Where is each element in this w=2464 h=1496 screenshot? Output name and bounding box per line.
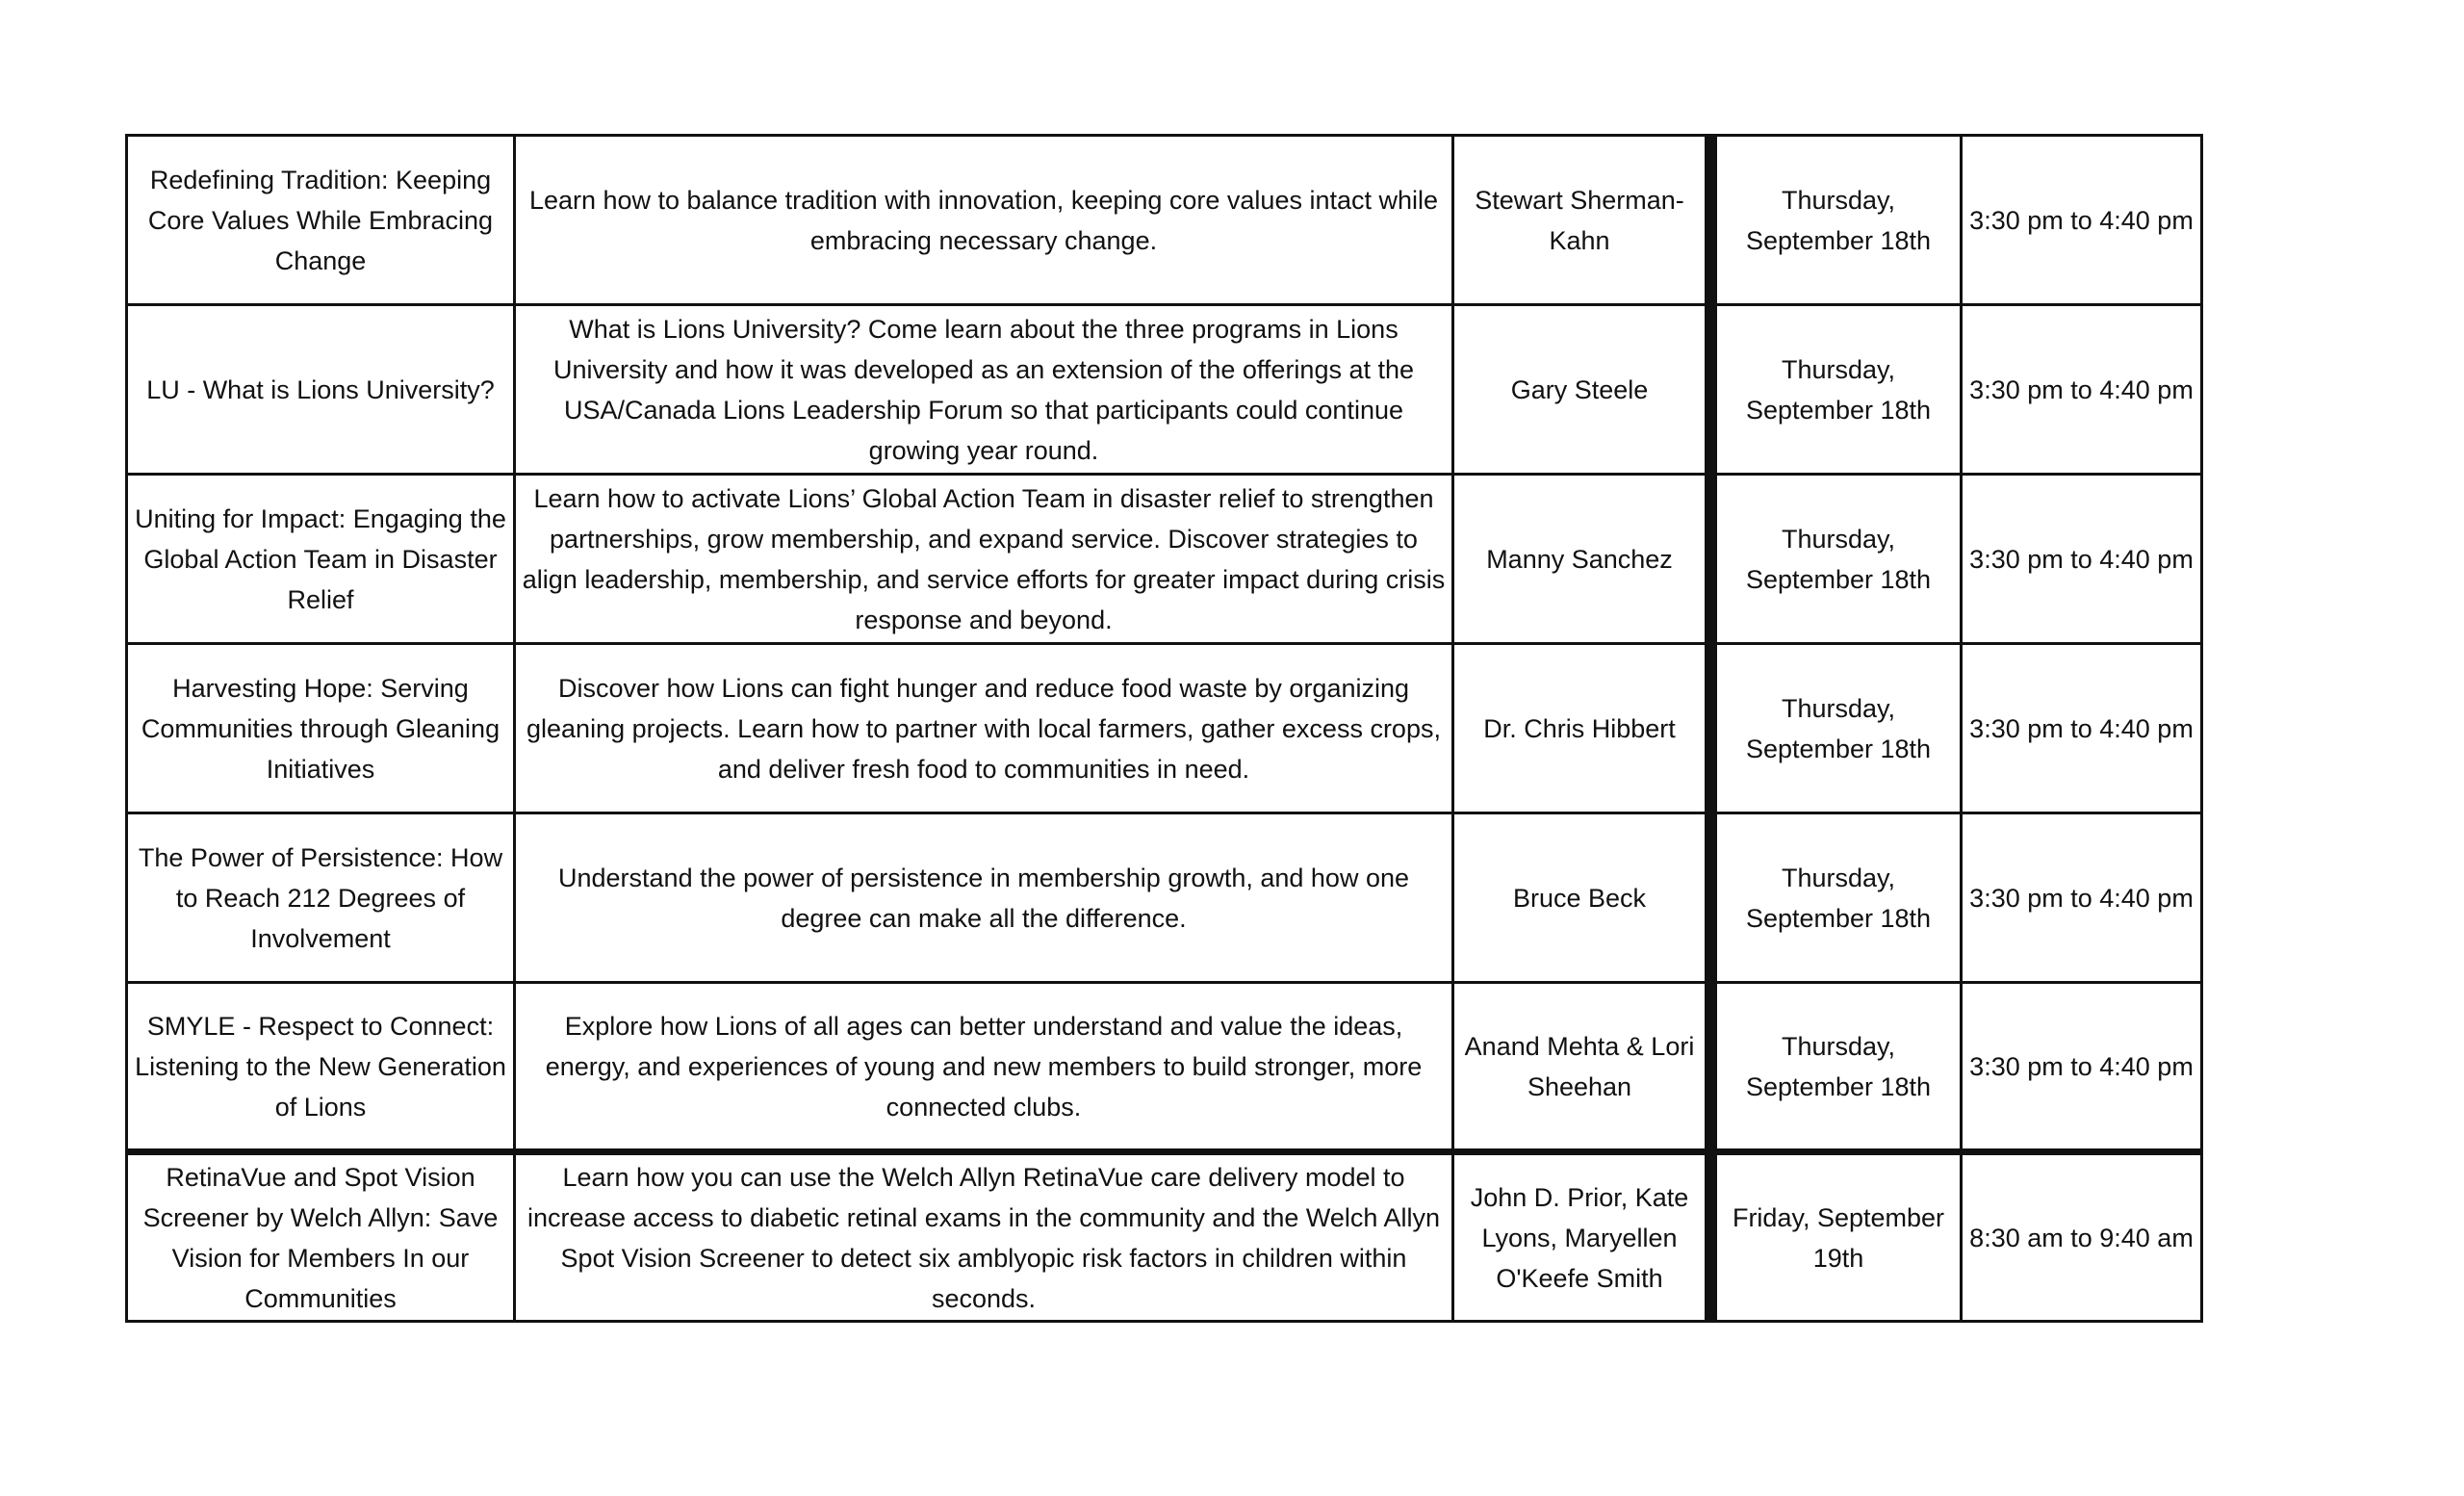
- session-day: Thursday, September 18th: [1711, 644, 1962, 813]
- session-time: 3:30 pm to 4:40 pm: [1962, 136, 2202, 305]
- session-presenter: Bruce Beck: [1453, 813, 1711, 983]
- session-time: 3:30 pm to 4:40 pm: [1962, 813, 2202, 983]
- session-title: Redefining Tradition: Keeping Core Values While Embracing Change: [127, 136, 515, 305]
- session-day: Thursday, September 18th: [1711, 813, 1962, 983]
- session-schedule-table: [125, 134, 2203, 1323]
- session-presenter: John D. Prior, Kate Lyons, Maryellen O'Keefe Smith: [1453, 1152, 1711, 1322]
- table-row: [127, 644, 2202, 813]
- session-time: 3:30 pm to 4:40 pm: [1962, 983, 2202, 1152]
- table-row: [127, 475, 2202, 644]
- session-day: Thursday, September 18th: [1711, 983, 1962, 1152]
- session-description: Learn how to balance tradition with innovation, keeping core values intact while embracing necessary change.: [515, 136, 1453, 305]
- session-presenter: Gary Steele: [1453, 305, 1711, 475]
- session-time: 3:30 pm to 4:40 pm: [1962, 305, 2202, 475]
- table-row: [127, 813, 2202, 983]
- session-title: RetinaVue and Spot Vision Screener by Welch Allyn: Save Vision for Members In our Communities: [127, 1152, 515, 1322]
- session-day: Friday, September 19th: [1711, 1152, 1962, 1322]
- session-description: Learn how to activate Lions’ Global Action Team in disaster relief to strengthen partnerships, grow membership, and expand service. Discover strategies to align leadership, membership, and service efforts for greater impact during crisis response and beyond.: [515, 475, 1453, 644]
- session-title: Uniting for Impact: Engaging the Global Action Team in Disaster Relief: [127, 475, 515, 644]
- session-description: Understand the power of persistence in membership growth, and how one degree can make all the difference.: [515, 813, 1453, 983]
- session-description: Learn how you can use the Welch Allyn RetinaVue care delivery model to increase access to diabetic retinal exams in the community and the Welch Allyn Spot Vision Screener to detect six amblyopic risk factors in children within seconds.: [515, 1152, 1453, 1322]
- session-time: 3:30 pm to 4:40 pm: [1962, 475, 2202, 644]
- table-row: [127, 1152, 2202, 1322]
- session-description: Explore how Lions of all ages can better understand and value the ideas, energy, and experiences of young and new members to build stronger, more connected clubs.: [515, 983, 1453, 1152]
- session-presenter: Stewart Sherman-Kahn: [1453, 136, 1711, 305]
- session-day: Thursday, September 18th: [1711, 305, 1962, 475]
- session-description: Discover how Lions can fight hunger and reduce food waste by organizing gleaning projects. Learn how to partner with local farmers, gather excess crops, and deliver fresh food to communities in need.: [515, 644, 1453, 813]
- session-time: 8:30 am to 9:40 am: [1962, 1152, 2202, 1322]
- session-title: The Power of Persistence: How to Reach 212 Degrees of Involvement: [127, 813, 515, 983]
- session-title: Harvesting Hope: Serving Communities through Gleaning Initiatives: [127, 644, 515, 813]
- session-title: SMYLE - Respect to Connect: Listening to the New Generation of Lions: [127, 983, 515, 1152]
- session-presenter: Anand Mehta & Lori Sheehan: [1453, 983, 1711, 1152]
- session-presenter: Manny Sanchez: [1453, 475, 1711, 644]
- session-title: LU - What is Lions University?: [127, 305, 515, 475]
- table-row: [127, 305, 2202, 475]
- session-day: Thursday, September 18th: [1711, 475, 1962, 644]
- table-row: [127, 983, 2202, 1152]
- table-row: [127, 136, 2202, 305]
- session-time: 3:30 pm to 4:40 pm: [1962, 644, 2202, 813]
- session-description: What is Lions University? Come learn about the three programs in Lions University and how it was developed as an extension of the offerings at the USA/Canada Lions Leadership Forum so that participants could continue growing year round.: [515, 305, 1453, 475]
- session-day: Thursday, September 18th: [1711, 136, 1962, 305]
- session-presenter: Dr. Chris Hibbert: [1453, 644, 1711, 813]
